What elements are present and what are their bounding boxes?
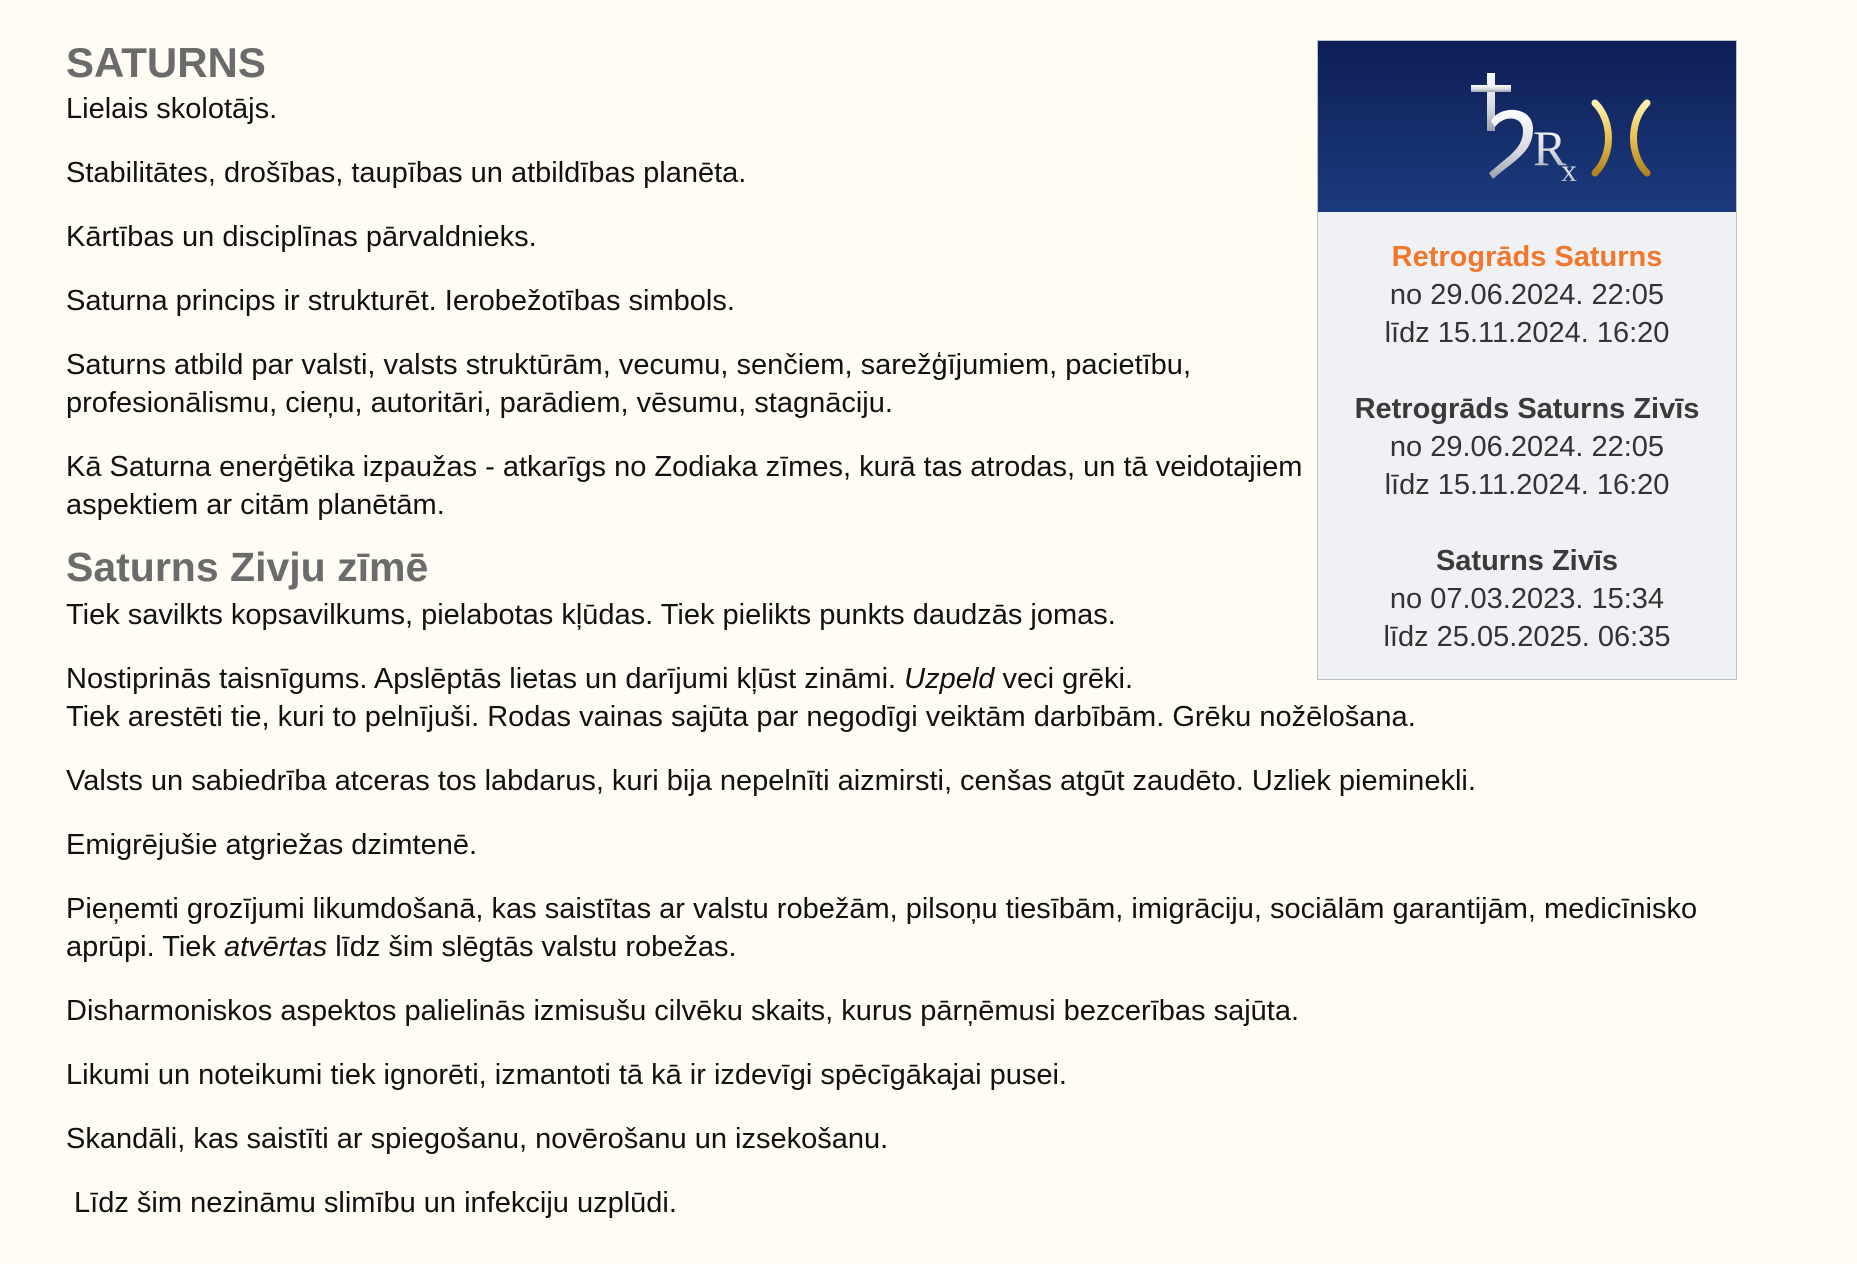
retrograde-rx-icon [1533,120,1577,188]
period-item [1318,390,1736,504]
period-to: līdz 15.11.2024. 16:20 [1384,469,1670,501]
saturn-retrograde-pisces-icon [1463,69,1663,189]
sign-paragraph: Likumi un noteikumi tiek ignorēti, izmantoti tā kā ir izdevīgi spēcīgākajai pusei. [66,1059,1067,1091]
sign-paragraph: Emigrējušie atgriežas dzimtenē. [66,829,478,861]
saturn-info-box [1317,40,1737,680]
period-item [1318,238,1736,352]
emphasis: Uzpeld [904,663,995,695]
period-from: no 29.06.2024. 22:05 [1389,431,1665,463]
period-from: no 07.03.2023. 15:34 [1389,583,1665,615]
intro-paragraph: Kā Saturna enerģētika izpaužas - atkarīgs no Zodiaka zīmes, kurā tas atrodas, un tā veidotajiem aspektiem ar citām planētām. [66,451,1303,521]
emphasis: atvērtas [223,931,328,963]
sign-paragraph: Skandāli, kas saistīti ar spiegošanu, novērošanu un izsekošanu. [66,1123,889,1155]
page-title: SATURNS [66,39,266,86]
svg-text:x: x [1561,152,1577,188]
period-item [1318,542,1736,656]
intro-paragraph: Saturna princips ir strukturēt. Ierobežotības simbols. [66,285,735,317]
sign-paragraph: Pieņemti grozījumi likumdošanā, kas saistītas ar valstu robežām, pilsoņu tiesībām, imigrāciju, sociālām garantijām, medicīnisko aprūpi. Tiek atvērtas līdz šim slēgtās valstu robežas. [66,893,1698,963]
intro-paragraph: Saturns atbild par valsti, valsts struktūrām, vecumu, senčiem, sarežģījumiem, pacietību, profesionālismu, cieņu, autoritāri, parādiem, vēsumu, stagnāciju. [66,349,1191,419]
period-to: līdz 25.05.2025. 06:35 [1383,621,1671,653]
period-title: Saturns Zivīs [1435,545,1619,577]
sign-paragraph: Līdz šim nezināmu slimību un infekciju uzplūdi. [66,1187,677,1219]
info-periods [1318,212,1736,656]
sign-paragraph: Valsts un sabiedrība atceras tos labdarus, kuri bija nepelnīti aizmirsti, cenšas atgūt zaudēto. Uzliek pieminekli. [66,765,1476,797]
sign-paragraph: Tiek arestēti tie, kuri to pelnījuši. Rodas vainas sajūta par negodīgi veiktām darbībām. Grēku nožēlošana. [66,701,1416,733]
info-banner [1318,41,1736,212]
period-to: līdz 15.11.2024. 16:20 [1384,317,1670,349]
intro-paragraph: Kārtības un disciplīnas pārvaldnieks. [66,221,537,253]
period-from: no 29.06.2024. 22:05 [1389,279,1665,311]
period-title: Retrogrāds Saturns Zivīs [1354,393,1700,425]
intro-paragraph: Lielais skolotājs. [66,93,278,125]
sign-paragraph: Nostiprinās taisnīgums. Apslēptās lietas un darījumi kļūst zināmi. Uzpeld veci grēki. [66,663,1134,695]
pisces-glyph-icon [1595,103,1647,173]
saturn-glyph-icon [1471,73,1533,179]
sign-paragraph: Disharmoniskos aspektos palielinās izmisušu cilvēku skaits, kurus pārņēmusi bezcerības sajūta. [66,995,1300,1027]
section-heading: Saturns Zivju zīmē [66,544,429,590]
period-title: Retrogrāds Saturns [1391,241,1663,273]
svg-text:R: R [1533,120,1567,176]
intro-paragraph: Stabilitātes, drošības, taupības un atbildības planēta. [66,157,747,189]
sign-paragraph: Tiek savilkts kopsavilkums, pielabotas kļūdas. Tiek pielikts punkts daudzās jomas. [66,599,1116,631]
